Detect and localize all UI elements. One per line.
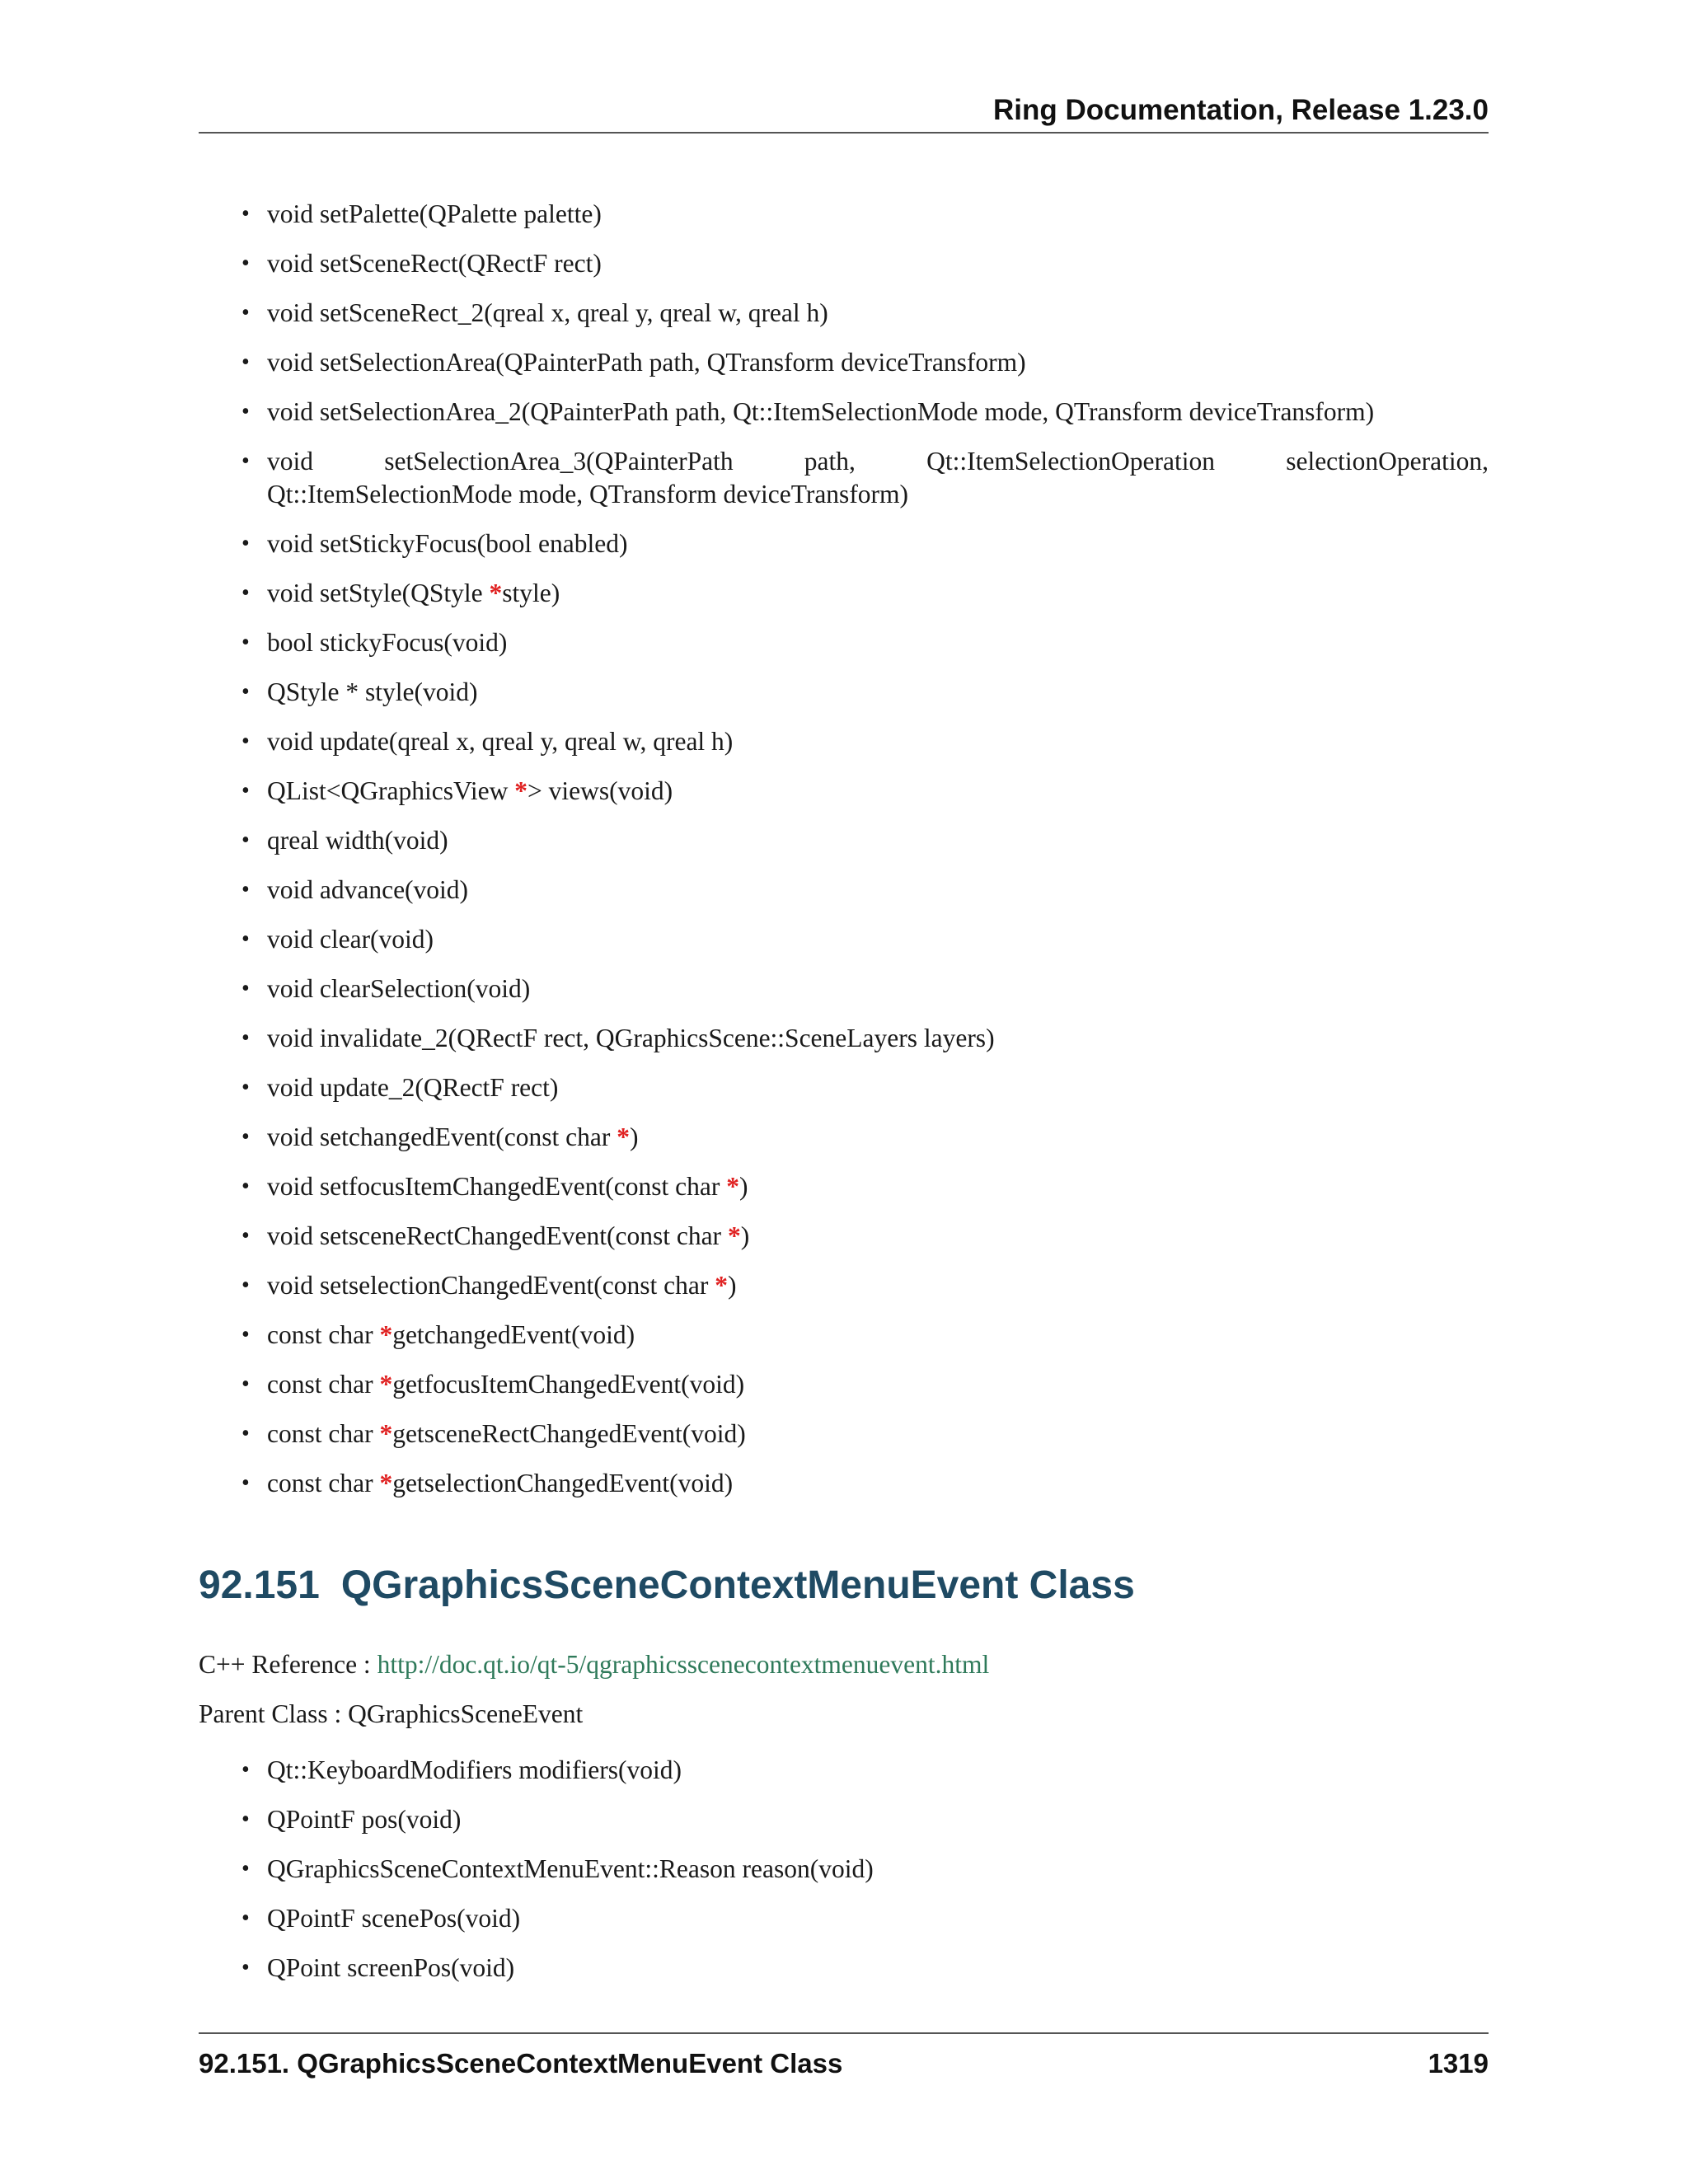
method-text: void invalidate_2(QRectF rect, QGraphicsScene::SceneLayers layers) <box>267 1024 995 1052</box>
method-item <box>199 1121 1489 1154</box>
method-text-line1: void setSelectionArea_3(QPainterPath path, Qt::ItemSelectionOperation selectionOperation, <box>267 447 1489 476</box>
method-item <box>199 527 1489 560</box>
method-item <box>199 1467 1489 1500</box>
footer-section: 92.151. QGraphicsSceneContextMenuEvent Class <box>199 2048 843 2079</box>
method-item <box>199 1853 1489 1886</box>
bullet-icon: • <box>241 251 250 276</box>
bullet-icon: • <box>241 349 250 375</box>
bullet-icon: • <box>241 778 250 804</box>
pointer-asterisk: * <box>379 1370 393 1399</box>
method-text: QPointF pos(void) <box>267 1805 462 1834</box>
method-item <box>199 1803 1489 1836</box>
bullet-icon: • <box>241 1757 250 1783</box>
method-text: void setSceneRect_2(qreal x, qreal y, qreal w, qreal h) <box>267 298 828 327</box>
method-text: Qt::KeyboardModifiers modifiers(void) <box>267 1755 682 1784</box>
bullet-icon: • <box>241 1322 250 1347</box>
pointer-asterisk: * <box>489 579 503 607</box>
pointer-asterisk: * <box>727 1221 741 1250</box>
method-text: getsceneRectChangedEvent(void) <box>392 1419 746 1448</box>
method-text: void setfocusItemChangedEvent(const char <box>267 1172 727 1201</box>
method-item <box>199 577 1489 610</box>
method-text: void clear(void) <box>267 925 434 954</box>
method-text: const char <box>267 1320 380 1349</box>
section-number: 92.151 <box>199 1563 320 1607</box>
method-text: QPointF scenePos(void) <box>267 1904 521 1933</box>
method-item <box>199 1368 1489 1401</box>
bullet-icon: • <box>241 1371 250 1397</box>
method-item <box>199 198 1489 231</box>
method-item <box>199 775 1489 808</box>
method-list-bottom <box>199 1754 1489 2001</box>
method-text: void setStyle(QStyle <box>267 579 490 607</box>
pointer-asterisk: * <box>617 1122 630 1151</box>
method-text: void update(qreal x, qreal y, qreal w, qreal h) <box>267 727 734 756</box>
method-text: QGraphicsSceneContextMenuEvent::Reason reason(void) <box>267 1854 874 1883</box>
method-text: qreal width(void) <box>267 826 448 855</box>
bullet-icon: • <box>241 399 250 424</box>
method-text: void setsceneRectChangedEvent(const char <box>267 1221 728 1250</box>
method-text: QStyle * style(void) <box>267 677 478 706</box>
method-text: getchangedEvent(void) <box>392 1320 635 1349</box>
cpp-reference-link[interactable]: http://doc.qt.io/qt-5/qgraphicsscenecontextmenuevent.html <box>377 1650 990 1679</box>
page-number: 1319 <box>1428 2048 1489 2079</box>
bullet-icon: • <box>241 1856 250 1882</box>
bullet-icon: • <box>241 1223 250 1249</box>
bullet-icon: • <box>241 1421 250 1446</box>
method-item <box>199 676 1489 709</box>
pointer-asterisk: * <box>715 1271 728 1300</box>
pointer-asterisk: * <box>726 1172 739 1201</box>
pointer-asterisk: * <box>379 1469 393 1497</box>
pointer-asterisk: * <box>379 1419 393 1448</box>
method-item <box>199 1269 1489 1302</box>
method-text: getselectionChangedEvent(void) <box>392 1469 734 1497</box>
method-text: void setSceneRect(QRectF rect) <box>267 249 602 278</box>
method-text: void setSelectionArea_2(QPainterPath path, Qt::ItemSelectionMode mode, QTransform deviceTransform) <box>267 397 1375 426</box>
method-text: void setPalette(QPalette palette) <box>267 199 602 228</box>
method-item <box>199 923 1489 956</box>
bullet-icon: • <box>241 827 250 853</box>
method-item <box>199 1319 1489 1352</box>
bullet-icon: • <box>241 531 250 556</box>
page-footer <box>199 2032 1489 2083</box>
bullet-icon: • <box>241 448 250 474</box>
method-text: void update_2(QRectF rect) <box>267 1073 559 1102</box>
method-text: style) <box>502 579 560 607</box>
bullet-icon: • <box>241 580 250 606</box>
method-text: ) <box>629 1122 639 1151</box>
bullet-icon: • <box>241 1470 250 1496</box>
bullet-icon: • <box>241 679 250 705</box>
method-item <box>199 626 1489 659</box>
section-title: QGraphicsSceneContextMenuEvent Class <box>340 1563 1135 1607</box>
method-item <box>199 1418 1489 1451</box>
bullet-icon: • <box>241 201 250 227</box>
method-text: void setchangedEvent(const char <box>267 1122 617 1151</box>
method-text: ) <box>727 1271 737 1300</box>
method-item <box>199 874 1489 907</box>
page-header <box>199 92 1489 134</box>
method-text: ) <box>740 1221 750 1250</box>
method-item <box>199 445 1489 511</box>
method-item <box>199 1952 1489 1985</box>
header-title: Ring Documentation, Release 1.23.0 <box>992 94 1489 126</box>
method-item <box>199 1071 1489 1104</box>
bullet-icon: • <box>241 926 250 952</box>
method-text: const char <box>267 1469 380 1497</box>
method-item <box>199 346 1489 379</box>
method-text: bool stickyFocus(void) <box>267 628 508 657</box>
bullet-icon: • <box>241 1955 250 1980</box>
method-item <box>199 972 1489 1005</box>
bullet-icon: • <box>241 1124 250 1150</box>
method-item <box>199 1022 1489 1055</box>
method-text: void setselectionChangedEvent(const char <box>267 1271 715 1300</box>
method-item <box>199 396 1489 429</box>
method-item <box>199 1170 1489 1203</box>
method-item <box>199 1902 1489 1935</box>
method-text: void advance(void) <box>267 875 469 904</box>
bullet-icon: • <box>241 877 250 902</box>
cpp-reference-label: C++ Reference : <box>199 1650 377 1679</box>
method-text: QPoint screenPos(void) <box>267 1953 515 1982</box>
bullet-icon: • <box>241 976 250 1001</box>
method-item <box>199 1754 1489 1787</box>
method-text: const char <box>267 1419 380 1448</box>
method-text: void setStickyFocus(bool enabled) <box>267 529 628 558</box>
pointer-asterisk: * <box>379 1320 393 1349</box>
method-text: getfocusItemChangedEvent(void) <box>392 1370 745 1399</box>
method-list-top <box>199 198 1489 1516</box>
method-text: > views(void) <box>527 776 673 805</box>
bullet-icon: • <box>241 1905 250 1931</box>
method-item <box>199 1220 1489 1253</box>
method-text: void setSelectionArea(QPainterPath path, QTransform deviceTransform) <box>267 348 1026 377</box>
bullet-icon: • <box>241 1075 250 1100</box>
document-page <box>199 0 1489 2184</box>
method-text: const char <box>267 1370 380 1399</box>
method-text-line2: Qt::ItemSelectionMode mode, QTransform deviceTransform) <box>267 480 909 509</box>
bullet-icon: • <box>241 1025 250 1051</box>
bullet-icon: • <box>241 1174 250 1199</box>
method-item <box>199 297 1489 330</box>
method-text: QList<QGraphicsView <box>267 776 515 805</box>
parent-class: Parent Class : QGraphicsSceneEvent <box>199 1699 584 1728</box>
section-heading <box>199 1561 1135 1610</box>
method-item <box>199 725 1489 758</box>
bullet-icon: • <box>241 630 250 655</box>
method-text: ) <box>738 1172 748 1201</box>
method-item <box>199 824 1489 857</box>
method-item <box>199 247 1489 280</box>
cpp-reference <box>199 1648 989 1681</box>
bullet-icon: • <box>241 1272 250 1298</box>
pointer-asterisk: * <box>514 776 528 805</box>
bullet-icon: • <box>241 1807 250 1832</box>
bullet-icon: • <box>241 729 250 754</box>
method-text: void clearSelection(void) <box>267 974 531 1003</box>
bullet-icon: • <box>241 300 250 326</box>
